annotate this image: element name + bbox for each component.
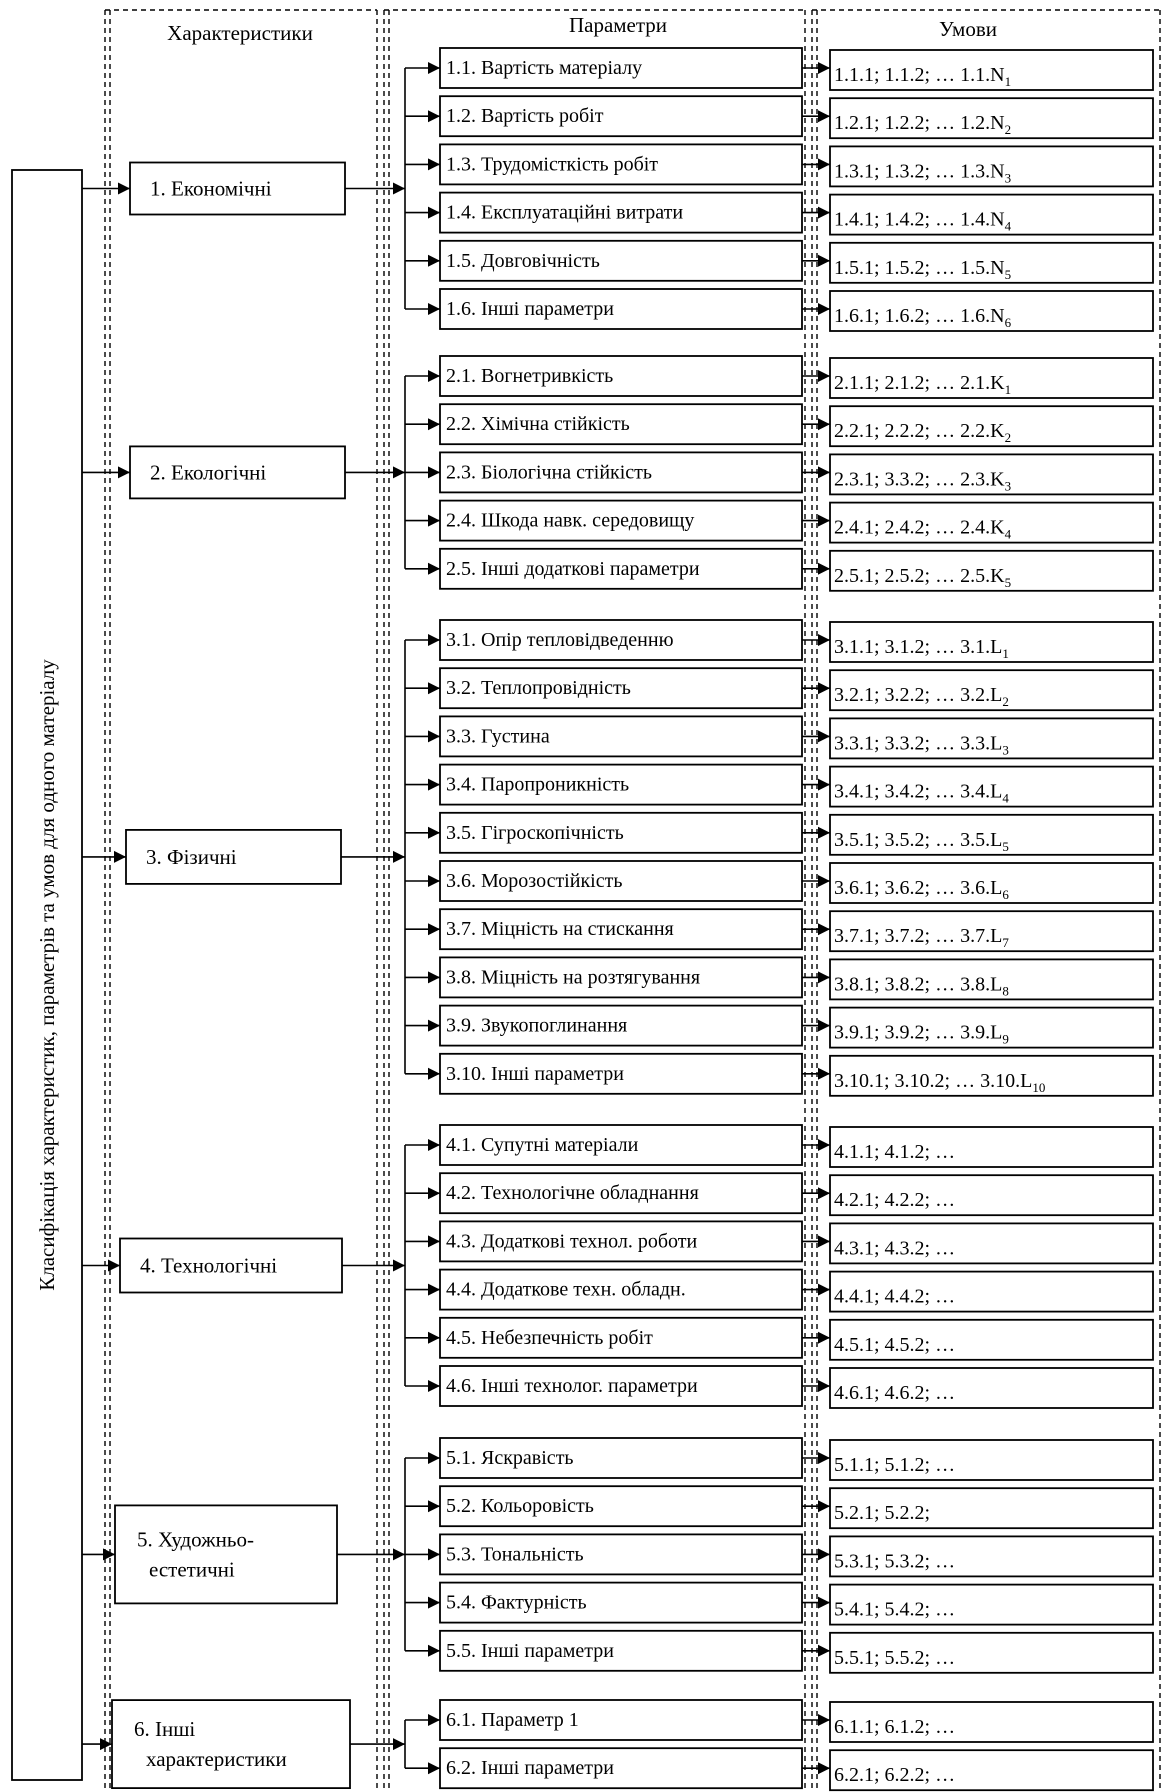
condition-label [834,1454,955,1476]
parameter-label: 4.4. Додаткове техн. обладн. [446,1278,686,1301]
condition-row [830,1750,1153,1790]
parameter-label: 3.5. Гігроскопічність [446,821,624,844]
condition-subscript: 5 [1002,838,1009,854]
condition-arrow-head [818,158,830,170]
parameter-label: 4.1. Супутні матеріали [446,1134,639,1156]
condition-label [834,420,1011,445]
condition-row [830,622,1153,662]
condition-arrow-head [818,466,830,478]
parameter-label: 2.1. Вогнетривкість [446,365,614,387]
group-arrow-head [118,183,130,195]
condition-row [830,1440,1153,1480]
condition-row [830,815,1153,855]
parameter-row [440,1318,802,1358]
param-arrow-head [428,1762,440,1774]
condition-text: 3.8.1; 3.8.2; … 3.8.L [834,973,1003,996]
condition-text: 1.1.1; 1.1.2; … 1.1.N [834,64,1005,86]
condition-subscript: 9 [1002,1031,1009,1047]
parameter-row [440,1486,802,1526]
condition-subscript: 4 [1004,526,1012,542]
param-arrow-head [428,682,440,694]
parameter-row [440,813,802,853]
condition-row [830,718,1153,758]
group-1 [130,163,345,215]
condition-row [830,1008,1153,1048]
parameter-label: 5.1. Яскравість [446,1447,574,1469]
condition-arrow-head [818,971,830,983]
condition-arrow-head [818,515,830,527]
condition-row [830,291,1153,331]
parameter-row [440,452,802,492]
condition-row [830,863,1153,903]
spine-arrow-head [393,1548,405,1560]
spine-arrow-head [393,1738,405,1750]
parameter-label: 5.5. Інші параметри [446,1639,614,1662]
condition-arrow-head [818,1187,830,1199]
condition-label [834,305,1012,330]
parameter-row [440,1270,802,1310]
parameter-row [440,289,802,329]
group-arrow-head [108,1260,120,1272]
condition-arrow-head [818,62,830,74]
condition-text: 4.1.1; 4.1.2; … [834,1141,956,1163]
group-label: 3. Фізичні [146,844,237,869]
condition-arrow-head [818,303,830,315]
parameter-label: 4.6. Інші технолог. параметри [446,1375,698,1397]
condition-row [830,670,1153,710]
param-arrow-head [428,563,440,575]
param-arrow-head [428,207,440,219]
parameter-row [440,356,802,396]
condition-text: 5.1.1; 5.1.2; … [834,1454,956,1476]
parameter-row [440,404,802,444]
param-arrow-head [428,110,440,122]
parameter-label: 3.8. Міцність на розтягування [446,966,701,989]
condition-label [834,468,1011,493]
condition-row [830,1056,1153,1096]
param-arrow-head [428,1380,440,1392]
condition-row [830,454,1153,494]
condition-row [830,911,1153,951]
condition-row [830,503,1153,543]
condition-subscript: 5 [1004,266,1012,282]
parameter-row [440,501,802,541]
parameter-row [440,549,802,589]
condition-label [834,732,1009,757]
group-arrow-head [118,466,130,478]
condition-subscript: 1 [1004,74,1012,89]
condition-text: 4.3.1; 4.3.2; … [834,1237,956,1260]
root-label: Класифікація характеристик, параметрів та умов для одного матеріалу [35,659,59,1291]
condition-subscript: 3 [1004,478,1012,494]
condition-text: 1.6.1; 1.6.2; … 1.6.N [834,305,1005,327]
condition-label [834,1022,1009,1047]
parameter-row [440,1054,802,1094]
param-arrow-head [428,1020,440,1032]
parameter-row [440,1534,802,1574]
parameter-label: 3.9. Звукопоглинання [446,1014,628,1037]
param-arrow-head [428,1500,440,1512]
condition-text: 3.5.1; 3.5.2; … 3.5.L [834,828,1003,851]
condition-label [834,209,1012,234]
condition-text: 5.5.1; 5.5.2; … [834,1646,956,1669]
group-label: 6. Інші [134,1717,196,1742]
parameter-row [440,1748,802,1788]
condition-row [830,195,1153,235]
condition-text: 3.9.1; 3.9.2; … 3.9.L [834,1021,1003,1044]
condition-arrow-head [818,682,830,694]
condition-subscript: 5 [1004,574,1012,590]
condition-subscript: 1 [1002,646,1009,661]
condition-label [834,684,1009,709]
group-label: 5. Художньо- [137,1527,254,1552]
condition-label [834,829,1009,854]
condition-label [834,1334,955,1356]
condition-subscript: 4 [1004,218,1012,234]
condition-arrow-head [818,370,830,382]
condition-arrow-head [818,418,830,430]
condition-row [830,1175,1153,1215]
param-arrow-head [428,634,440,646]
condition-label [834,517,1012,542]
parameter-label: 4.2. Технологічне обладнання [446,1182,699,1205]
condition-row [830,1585,1153,1625]
condition-subscript: 8 [1002,983,1009,999]
condition-row [830,1702,1153,1742]
condition-subscript: 6 [1004,315,1012,330]
group-arrow-head [114,851,126,863]
condition-arrow-head [818,1380,830,1392]
parameter-label: 3.4. Паропроникність [446,773,630,796]
condition-text: 2.1.1; 2.1.2; … 2.1.K [834,372,1005,394]
parameter-label: 4.5. Небезпечність робіт [446,1326,653,1349]
header-conditions: Умови [939,17,997,41]
condition-subscript: 10 [1032,1079,1046,1095]
condition-label [834,1599,955,1621]
condition-row [830,1536,1153,1576]
parameter-row [440,96,802,136]
condition-row [830,1127,1153,1167]
condition-arrow-head [818,1452,830,1464]
parameter-label: 2.5. Інші додаткові параметри [446,557,700,580]
param-arrow-head [428,971,440,983]
condition-arrow-head [818,1762,830,1774]
parameter-label: 1.2. Вартість робіт [446,105,604,128]
condition-row [830,551,1153,591]
parameter-row [440,144,802,184]
condition-label [834,64,1011,89]
group-5 [115,1505,337,1603]
param-arrow-head [428,1645,440,1657]
group-box [112,1700,350,1788]
parameter-label: 1.6. Інші параметри [446,298,614,320]
condition-text: 6.2.1; 6.2.2; … [834,1764,956,1787]
condition-label [834,925,1009,950]
parameter-row [440,1006,802,1046]
param-arrow-head [428,923,440,935]
condition-row [830,1633,1153,1673]
condition-arrow-head [818,1235,830,1247]
condition-label [834,1189,955,1211]
group-box [115,1505,337,1603]
condition-arrow-head [818,207,830,219]
condition-text: 5.2.1; 5.2.2; [834,1502,931,1525]
param-arrow-head [428,827,440,839]
condition-arrow-head [818,634,830,646]
condition-text: 5.3.1; 5.3.2; … [834,1550,956,1573]
condition-arrow-head [818,1139,830,1151]
condition-arrow-head [818,1332,830,1344]
condition-arrow-head [818,827,830,839]
condition-subscript: 6 [1002,887,1009,902]
condition-row [830,358,1153,398]
parameter-row [440,1631,802,1671]
param-arrow-head [428,1332,440,1344]
condition-subscript: 2 [1004,122,1012,138]
condition-row [830,1320,1153,1360]
condition-label [834,1647,955,1669]
param-arrow-head [428,515,440,527]
param-arrow-head [428,1235,440,1247]
condition-text: 1.2.1; 1.2.2; … 1.2.N [834,112,1005,135]
condition-text: 2.4.1; 2.4.2; … 2.4.K [834,516,1005,539]
condition-label [834,1382,955,1404]
group-3 [126,830,341,884]
group-label: 2. Екологічні [150,460,267,485]
spine-arrow-head [393,851,405,863]
condition-text: 2.2.1; 2.2.2; … 2.2.K [834,420,1005,443]
condition-subscript: 2 [1004,430,1012,446]
condition-arrow-head [818,1020,830,1032]
condition-label [834,1716,955,1738]
condition-row [830,243,1153,283]
condition-text: 1.5.1; 1.5.2; … 1.5.N [834,256,1005,279]
header-parameters: Параметри [568,13,668,37]
parameter-label: 1.1. Вартість матеріалу [446,57,643,79]
param-arrow-head [428,1452,440,1464]
param-arrow-head [428,466,440,478]
parameter-label: 4.3. Додаткові технол. роботи [446,1230,698,1253]
condition-row [830,406,1153,446]
spine-arrow-head [393,466,405,478]
condition-label [834,372,1011,397]
parameter-label: 2.2. Хімічна стійкість [446,413,630,436]
condition-row [830,959,1153,999]
condition-text: 4.5.1; 4.5.2; … [834,1333,956,1356]
condition-label [834,781,1009,806]
condition-row [830,98,1153,138]
param-arrow-head [428,158,440,170]
column-headers [167,13,997,45]
condition-subscript: 3 [1004,170,1012,186]
condition-row [830,1272,1153,1312]
param-arrow-head [428,303,440,315]
condition-arrow-head [818,255,830,267]
parameter-label: 5.3. Тональність [446,1543,584,1566]
condition-arrow-head [818,1284,830,1296]
condition-arrow-head [818,1068,830,1080]
parameter-row [440,765,802,805]
condition-row [830,50,1153,90]
condition-label [834,1070,1045,1095]
parameter-label: 2.4. Шкода навк. середовищу [446,509,695,532]
condition-arrow-head [818,779,830,791]
param-arrow-head [428,1597,440,1609]
param-arrow-head [428,370,440,382]
condition-subscript: 1 [1004,382,1012,397]
condition-arrow-head [818,923,830,935]
condition-arrow-head [818,1597,830,1609]
parameter-label: 6.1. Параметр 1 [446,1709,579,1731]
diagram-nodes [112,48,1153,1790]
param-arrow-head [428,418,440,430]
condition-arrow-head [818,563,830,575]
spine-arrow-head [393,1260,405,1272]
condition-text: 3.4.1; 3.4.2; … 3.4.L [834,780,1003,803]
parameter-row [440,716,802,756]
parameter-row [440,1125,802,1165]
condition-text: 5.4.1; 5.4.2; … [834,1598,956,1621]
condition-label [834,636,1009,661]
condition-text: 3.1.1; 3.1.2; … 3.1.L [834,636,1003,658]
condition-row [830,1368,1153,1408]
condition-text: 2.3.1; 3.3.2; … 2.3.K [834,468,1005,491]
param-arrow-head [428,1548,440,1560]
condition-label [834,1550,955,1572]
condition-row [830,146,1153,186]
condition-subscript: 3 [1002,742,1009,758]
condition-text: 3.10.1; 3.10.2; … 3.10.L [834,1069,1033,1092]
param-arrow-head [428,1187,440,1199]
condition-text: 3.7.1; 3.7.2; … 3.7.L [834,925,1003,948]
parameter-label: 3.10. Інші параметри [446,1062,624,1085]
condition-text: 6.1.1; 6.1.2; … [834,1716,956,1738]
group-label: характеристики [146,1747,287,1772]
parameter-row [440,1700,802,1740]
parameter-label: 2.3. Біологічна стійкість [446,461,653,484]
condition-row [830,1488,1153,1528]
parameter-label: 3.1. Опір тепловідведенню [446,629,674,651]
param-arrow-head [428,1068,440,1080]
group-2 [130,446,345,498]
parameter-row [440,48,802,88]
condition-text: 3.2.1; 3.2.2; … 3.2.L [834,684,1003,707]
condition-arrow-head [818,730,830,742]
parameter-label: 5.4. Фактурність [446,1591,587,1614]
condition-label [834,973,1009,998]
condition-text: 1.4.1; 1.4.2; … 1.4.N [834,208,1005,231]
condition-arrow-head [818,1714,830,1726]
group-4 [120,1239,342,1293]
condition-text: 4.4.1; 4.4.2; … [834,1285,956,1308]
parameter-row [440,957,802,997]
condition-arrow-head [818,1548,830,1560]
param-arrow-head [428,1714,440,1726]
condition-label [834,565,1011,590]
parameter-row [440,193,802,233]
condition-label [834,1286,955,1308]
param-arrow-head [428,255,440,267]
condition-label [834,257,1011,282]
parameter-label: 1.5. Довговічність [446,249,600,272]
group-label: 1. Економічні [150,176,272,201]
condition-arrow-head [818,875,830,887]
condition-label [834,1502,930,1524]
condition-text: 3.3.1; 3.3.2; … 3.3.L [834,732,1003,755]
condition-arrow-head [818,110,830,122]
condition-subscript: 2 [1002,694,1009,710]
group-label: естетичні [149,1557,235,1582]
group-arrow-head [103,1548,115,1560]
header-characteristics: Характеристики [167,21,313,45]
parameter-row [440,1221,802,1261]
parameter-label: 3.2. Теплопровідність [446,677,631,700]
parameter-row [440,241,802,281]
param-arrow-head [428,779,440,791]
parameter-label: 3.3. Густина [446,725,550,748]
condition-label [834,1141,955,1163]
parameter-row [440,861,802,901]
spine-arrow-head [393,183,405,195]
condition-text: 1.3.1; 1.3.2; … 1.3.N [834,160,1005,183]
parameter-label: 6.2. Інші параметри [446,1757,614,1780]
parameter-row [440,620,802,660]
condition-arrow-head [818,1500,830,1512]
parameter-label: 1.3. Трудомісткість робіт [446,153,659,176]
condition-subscript: 4 [1002,790,1009,806]
parameter-row [440,1583,802,1623]
condition-row [830,767,1153,807]
parameter-label: 1.4. Експлуатаційні витрати [446,201,684,224]
parameter-label: 5.2. Кольоровість [446,1495,594,1518]
group-6 [112,1700,350,1788]
param-arrow-head [428,1139,440,1151]
condition-label [834,877,1009,902]
parameter-label: 3.7. Міцність на стискання [446,918,674,941]
condition-label [834,1237,955,1259]
parameter-row [440,909,802,949]
param-arrow-head [428,730,440,742]
condition-text: 4.6.1; 4.6.2; … [834,1382,956,1404]
condition-text: 4.2.1; 4.2.2; … [834,1189,956,1212]
condition-label [834,160,1011,185]
param-arrow-head [428,62,440,74]
parameter-label: 3.6. Морозостійкість [446,870,623,892]
condition-label [834,1764,955,1786]
parameter-row [440,1366,802,1406]
condition-subscript: 7 [1002,935,1009,951]
group-label: 4. Технологічні [140,1253,278,1278]
condition-text: 3.6.1; 3.6.2; … 3.6.L [834,877,1003,899]
condition-arrow-head [818,1645,830,1657]
condition-text: 2.5.1; 2.5.2; … 2.5.K [834,564,1005,587]
condition-label [834,112,1011,137]
condition-row [830,1223,1153,1263]
parameter-row [440,1438,802,1478]
parameter-row [440,1173,802,1213]
param-arrow-head [428,1284,440,1296]
parameter-row [440,668,802,708]
root-node [12,170,82,1780]
param-arrow-head [428,875,440,887]
